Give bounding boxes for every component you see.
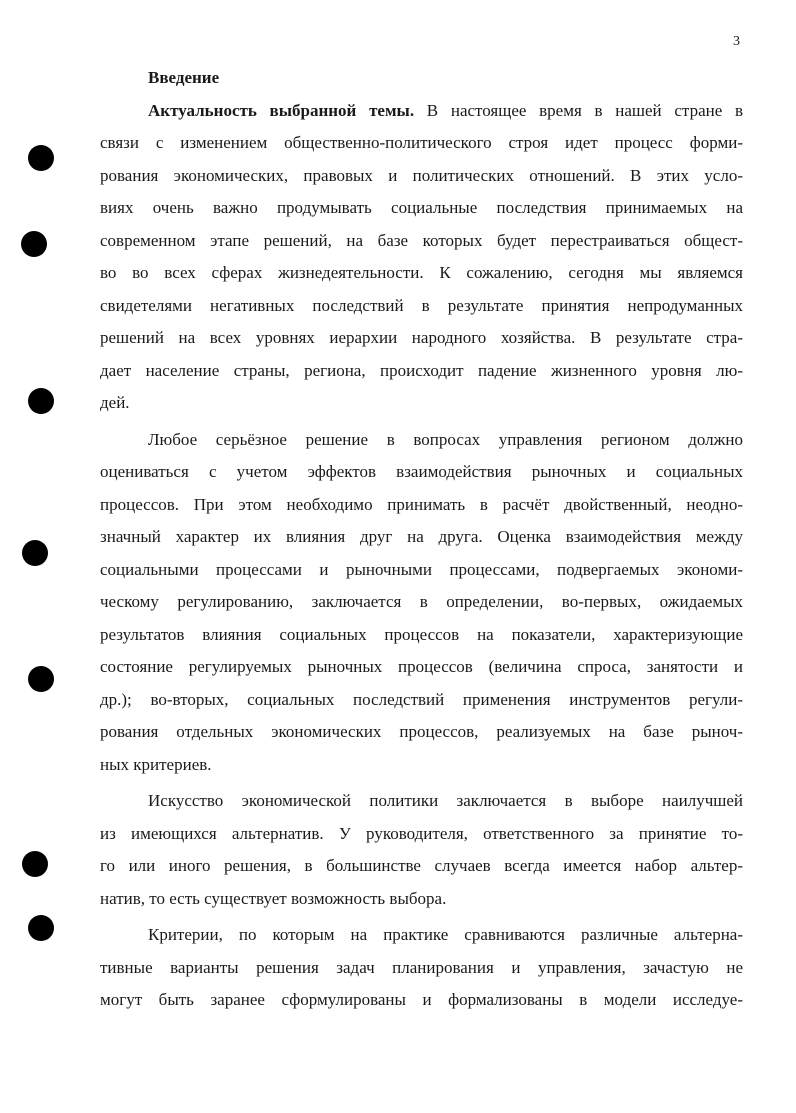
paragraph-line: процессов. При этом необходимо принимать в расчёт двойственный, неодно-: [100, 494, 743, 514]
paragraph-relevance: [100, 95, 743, 420]
punch-hole: [21, 231, 47, 257]
paragraph-line: состояние регулируемых рыночных процессов (величина спроса, занятости и: [100, 657, 743, 676]
paragraph-line: др.); во-вторых, социальных последствий применения инструментов регули-: [100, 689, 743, 709]
paragraph-line: дей.: [100, 393, 130, 412]
punch-hole: [28, 666, 54, 692]
paragraph-line: виях очень важно продумывать социальные последствия принимаемых на: [100, 198, 743, 217]
paragraph-line: тивные варианты решения задач планирования и управления, зачастую не: [100, 957, 743, 977]
punch-hole: [28, 915, 54, 941]
paragraph-line: значный характер их влияния друг на друга. Оценка взаимодействия между: [100, 527, 743, 546]
punch-hole: [22, 540, 48, 566]
paragraph-line: ных критериев.: [100, 754, 212, 774]
paragraph-line: решений на всех уровнях иерархии народного хозяйства. В результате стра-: [100, 328, 743, 347]
paragraph-line: во во всех сферах жизнедеятельности. К сожалению, сегодня мы являемся: [100, 263, 743, 282]
paragraph-line: ческому регулированию, заключается в определении, во-первых, ожидаемых: [100, 592, 743, 611]
punch-hole: [28, 388, 54, 414]
paragraph-criteria: [100, 919, 743, 1017]
paragraph-line: Любое серьёзное решение в вопросах управления регионом должно: [148, 429, 743, 449]
paragraph-line-rest: В настоящее время в нашей стране в: [414, 100, 744, 120]
paragraph-line: дает население страны, региона, происходит падение жизненного уровня лю-: [100, 360, 743, 380]
paragraph-line: Искусство экономической политики заключается в выборе наилучшей: [148, 791, 743, 810]
paragraph-line: рования экономических, правовых и политических отношений. В этих усло-: [100, 165, 743, 185]
paragraph-line: [100, 95, 743, 128]
paragraph-line: го или иного решения, в большинстве случаев всегда имеется набор альтер-: [100, 856, 743, 875]
paragraph-line: из имеющихся альтернатив. У руководителя, ответственного за принятие то-: [100, 823, 743, 843]
paragraph-line: современном этапе решений, на базе которых будет перестраиваться общест-: [100, 230, 743, 250]
paragraph-line: рования отдельных экономических процессов, реализуемых на базе рыноч-: [100, 722, 743, 741]
page-number: 3: [733, 34, 740, 49]
punch-hole: [22, 851, 48, 877]
punch-hole: [28, 145, 54, 171]
paragraph-line: социальными процессами и рыночными процессами, подвергаемых экономи-: [100, 559, 743, 579]
paragraph-line: результатов влияния социальных процессов на показатели, характеризующие: [100, 624, 743, 644]
paragraph-policy: [100, 785, 743, 915]
paragraph-decisions: [100, 424, 743, 782]
paragraph-lead: Актуальность выбранной темы.: [148, 100, 415, 120]
document-body: [100, 62, 743, 1017]
paragraph-line: свидетелями негативных последствий в результате принятия непродуманных: [100, 295, 743, 315]
paragraph-line: связи с изменением общественно-политического строя идет процесс форми-: [100, 133, 743, 152]
paragraph-line: натив, то есть существует возможность выбора.: [100, 888, 447, 908]
paragraph-line: Критерии, по которым на практике сравниваются различные альтерна-: [148, 925, 743, 944]
section-heading: Введение: [148, 68, 220, 87]
paragraph-line: оцениваться с учетом эффектов взаимодействия рыночных и социальных: [100, 462, 743, 481]
paragraph-line: могут быть заранее сформулированы и формализованы в модели исследуе-: [100, 990, 743, 1009]
